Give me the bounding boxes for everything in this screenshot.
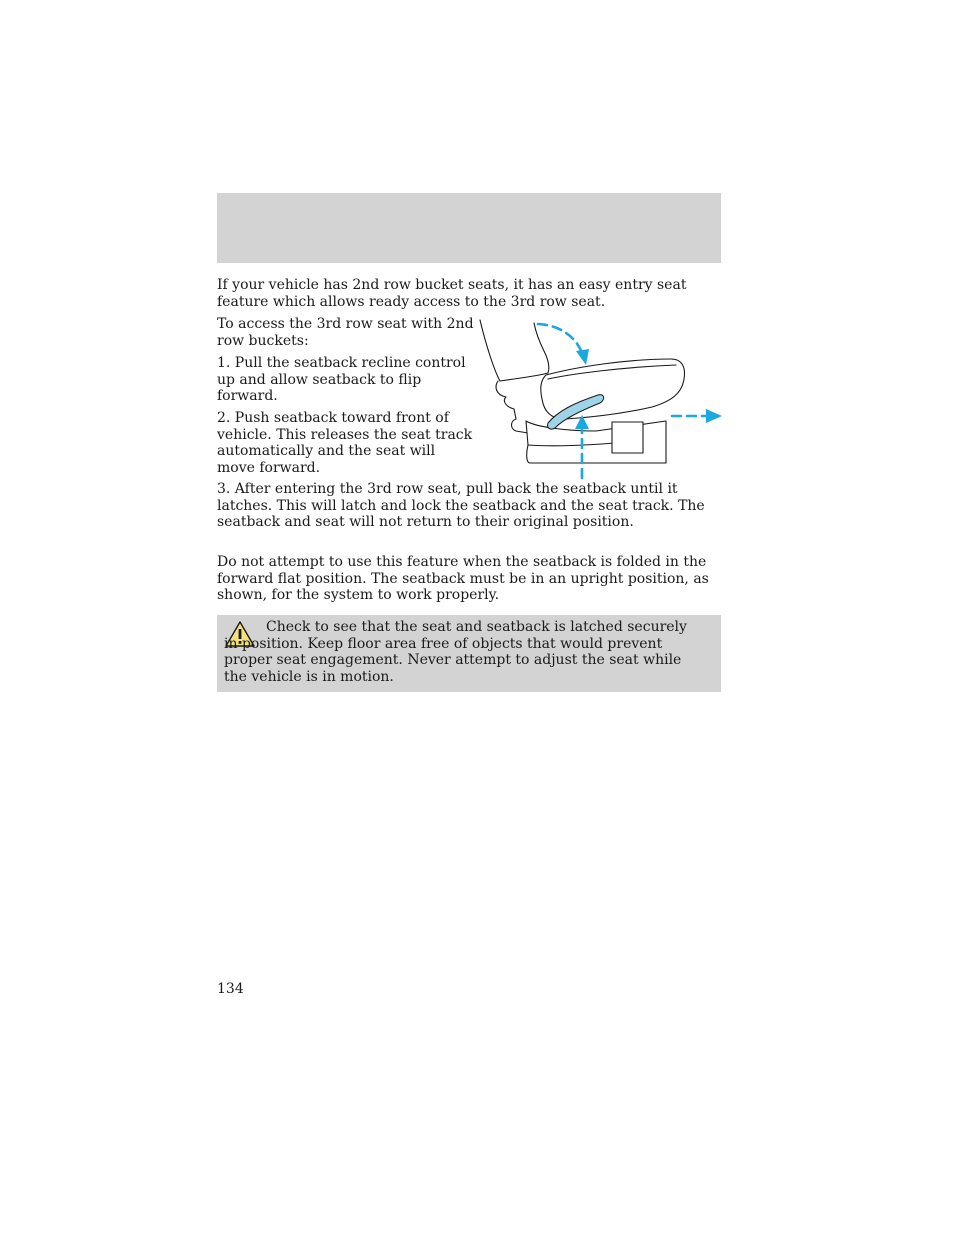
seat-base (526, 421, 666, 463)
latch-box (612, 422, 643, 453)
header-band (217, 193, 721, 263)
seatback (480, 320, 549, 381)
intro-paragraph: If your vehicle has 2nd row bucket seats, it has an easy entry seat feature which allows ready access to the 3rd row seat. (217, 277, 687, 310)
page-number: 134 (217, 981, 244, 997)
seat-hinge (496, 381, 528, 433)
step-1-paragraph: 1. Pull the seatback recline control up and allow seatback to flip forward. (217, 355, 466, 404)
step-2-paragraph: 2. Push seatback toward front of vehicle. This releases the seat track automatically and the seat will move forward. (217, 410, 473, 476)
push-arrow-head (706, 409, 722, 423)
warning-box (217, 615, 721, 692)
flip-arrow-head (576, 349, 589, 365)
seat-cushion (541, 359, 685, 419)
step-3-paragraph: 3. After entering the 3rd row seat, pull back the seatback until it latches. This will latch and lock the seatback and the seat track. The seatback and seat will not return to their original position. (217, 481, 705, 530)
warning-text: Check to see that the seat and seatback is latched securely in position. Keep floor area free of objects that would prevent proper seat engagement. Never attempt to adjust the seat while the vehicle is in motion. (224, 619, 687, 685)
seat-illustration (476, 315, 726, 483)
access-paragraph: To access the 3rd row seat with 2nd row buckets: (217, 316, 474, 349)
flip-forward-arrow (538, 324, 582, 353)
caution-paragraph: Do not attempt to use this feature when the seatback is folded in the forward flat position. The seatback must be in an upright position, as shown, for the system to work properly. (217, 554, 709, 603)
